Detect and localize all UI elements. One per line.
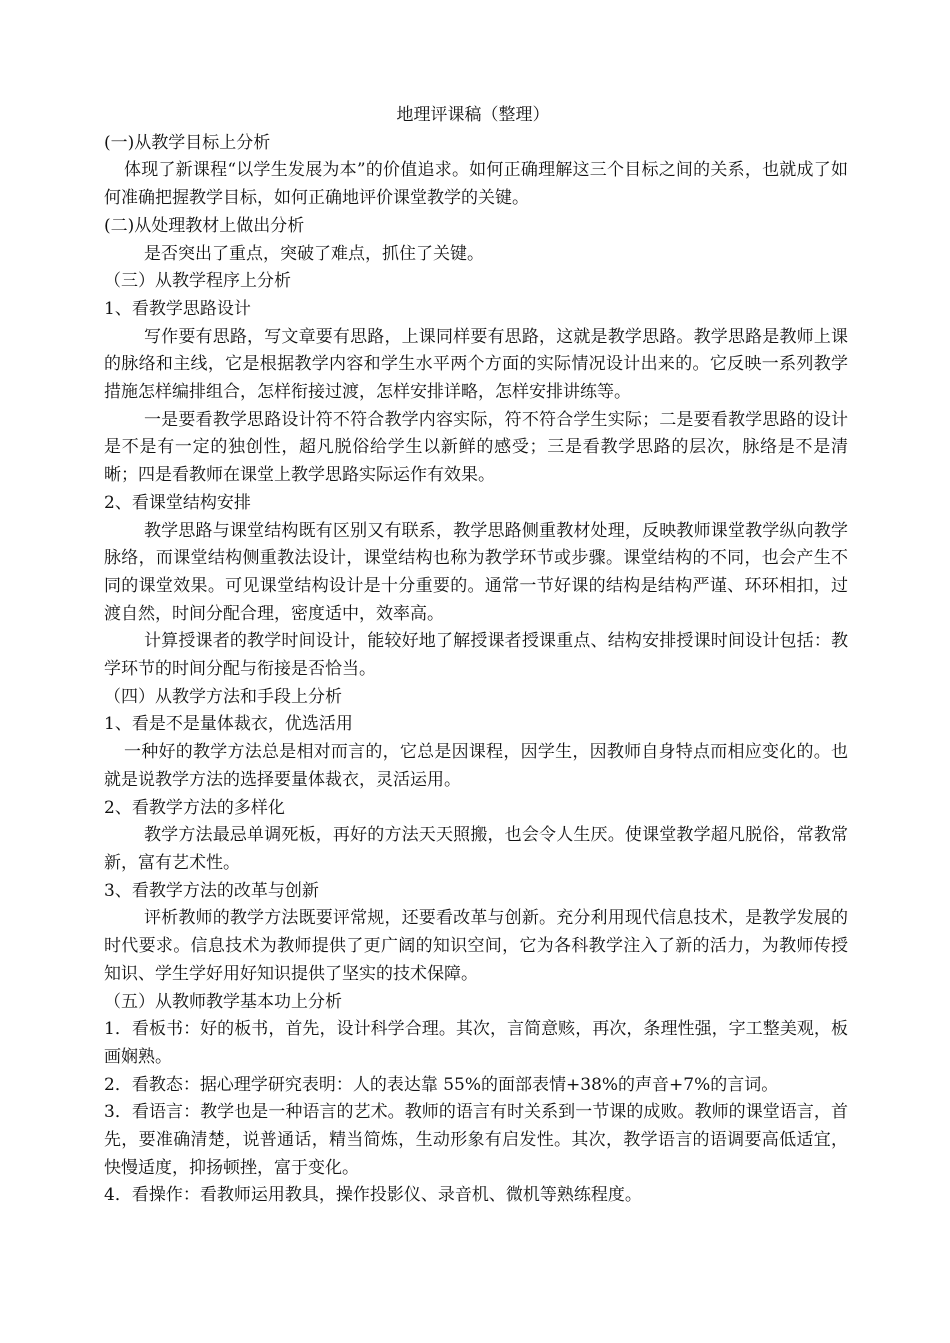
paragraph: 教学思路与课堂结构既有区别又有联系，教学思路侧重教材处理，反映教师课堂教学纵向教学脉络，而课堂结构侧重教法设计，课堂结构也称为教学环节或步骤。课堂结构的不同，也会产生不同的课堂效果。可见课堂结构设计是十分重要的。通常一节好课的结构是结构严谨、环环相扣，过渡自然，时间分配合理，密度适中，效率高。 [104,520,848,624]
section-heading-4: （四）从教学方法和手段上分析 [104,686,342,707]
list-item: 4．看操作：看教师运用教具，操作投影仪、录音机、微机等熟练程度。 [104,1185,642,1206]
paragraph: 一是要看教学思路设计符不符合教学内容实际，符不符合学生实际；二是要看教学思路的设计是不是有一定的独创性，超凡脱俗给学生以新鲜的感受；三是看教学思路的层次，脉络是不是清晰；四是看教师在课堂上教学思路实际运作有效果。 [104,409,848,486]
list-item: 1．看板书：好的板书，首先，设计科学合理。其次，言简意赅，再次，条理性强，字工整美观，板画娴熟。 [104,1019,848,1067]
paragraph: 体现了新课程“以学生发展为本”的价值追求。如何正确理解这三个目标之间的关系，也就成了如何准确把握教学目标，如何正确地评价课堂教学的关键。 [104,160,848,209]
subsection-heading: 3、看教学方法的改革与创新 [104,880,319,901]
paragraph: 写作要有思路，写文章要有思路，上课同样要有思路，这就是教学思路。教学思路是教师上课的脉络和主线，它是根据教学内容和学生水平两个方面的实际情况设计出来的。它反映一系列教学措施怎样编排组合，怎样衔接过渡，怎样安排详略，怎样安排讲练等。 [104,326,848,403]
paragraph: 评析教师的教学方法既要评常规，还要看改革与创新。充分利用现代信息技术，是教学发展的时代要求。信息技术为教师提供了更广阔的知识空间，它为各科教学注入了新的活力，为教师传授知识、学生学好用好知识提供了坚实的技术保障。 [104,908,848,984]
subsection-heading: 1、看是不是量体裁衣，优选活用 [104,714,353,735]
subsection-heading: 2、看课堂结构安排 [104,492,251,513]
section-heading-1: (一)从教学目标上分析 [104,132,271,153]
section-heading-3: （三）从教学程序上分析 [104,271,291,292]
document-title: 地理评课稿（整理） [396,105,550,125]
subsection-heading: 2、看教学方法的多样化 [104,797,285,818]
paragraph: 一种好的教学方法总是相对而言的，它总是因课程，因学生，因教师自身特点而相应变化的。也就是说教学方法的选择要量体裁衣，灵活运用。 [104,742,848,790]
list-item: 3．看语言：教学也是一种语言的艺术。教师的语言有时关系到一节课的成败。教师的课堂语言，首先，要准确清楚，说普通话，精当简炼，生动形象有启发性。其次，教学语言的语调要高低适宜，快慢适度，抑扬顿挫，富于变化。 [104,1102,848,1178]
paragraph: 是否突出了重点，突破了难点，抓住了关键。 [144,243,484,264]
document-body [104,102,848,1210]
paragraph: 计算授课者的教学时间设计，能较好地了解授课者授课重点、结构安排授课时间设计包括：教学环节的时间分配与衔接是否恰当。 [104,631,848,680]
subsection-heading: 1、看教学思路设计 [104,298,251,319]
list-item: 2．看教态：据心理学研究表明：人的表达靠 55%的面部表情+38%的声音+7%的言词。 [104,1074,779,1095]
section-heading-2: (二)从处理教材上做出分析 [104,215,305,236]
section-heading-5: （五）从教师教学基本功上分析 [104,991,342,1012]
paragraph: 教学方法最忌单调死板，再好的方法天天照搬，也会令人生厌。使课堂教学超凡脱俗，常教常新，富有艺术性。 [104,825,848,873]
